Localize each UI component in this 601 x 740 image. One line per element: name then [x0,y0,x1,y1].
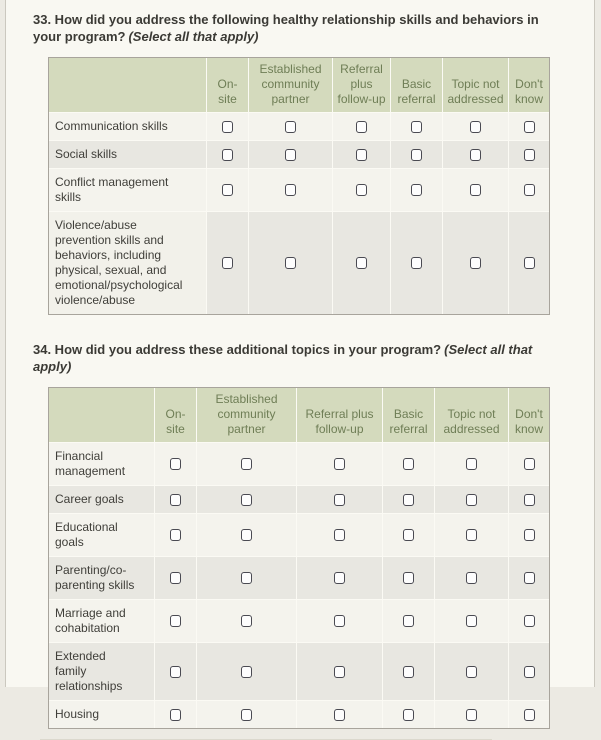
checkbox-cell [391,141,443,169]
checkbox-cell [383,486,435,514]
checkbox[interactable] [466,572,477,584]
checkbox-cell [509,643,549,701]
checkbox-cell [391,169,443,212]
checkbox-cell [509,486,549,514]
question-34-text: 34. How did you address these additional topics in your program? [33,342,442,357]
checkbox[interactable] [470,184,481,196]
checkbox[interactable] [524,615,535,627]
checkbox-cell [383,557,435,600]
row-label: Conflict management skills [49,169,207,212]
checkbox[interactable] [170,709,181,721]
checkbox-cell [207,113,249,141]
checkbox-cell [435,486,509,514]
checkbox-cell [443,169,509,212]
question-34-note: (Select all that apply) [33,342,533,374]
checkbox[interactable] [411,121,422,133]
checkbox-cell [443,212,509,314]
checkbox[interactable] [241,615,252,627]
checkbox-cell [249,212,333,314]
checkbox-cell [207,141,249,169]
checkbox-cell [443,141,509,169]
checkbox-cell [155,443,197,486]
column-header: Topic not addressed [443,58,509,113]
corner-cell [49,388,155,443]
checkbox[interactable] [403,709,414,721]
checkbox[interactable] [334,458,345,470]
table-row [49,169,549,212]
question-34-table [48,387,550,729]
checkbox[interactable] [170,666,181,678]
checkbox[interactable] [285,149,296,161]
checkbox[interactable] [334,572,345,584]
checkbox-cell [249,169,333,212]
checkbox[interactable] [241,572,252,584]
checkbox-cell [435,701,509,728]
checkbox[interactable] [334,494,345,506]
checkbox[interactable] [524,572,535,584]
checkbox-cell [509,557,549,600]
checkbox[interactable] [470,121,481,133]
table-row [49,600,549,643]
checkbox-cell [435,643,509,701]
checkbox[interactable] [285,184,296,196]
checkbox[interactable] [356,149,367,161]
checkbox-cell [155,643,197,701]
checkbox[interactable] [466,615,477,627]
checkbox-cell [155,486,197,514]
row-label: Extended family relationships [49,643,155,701]
row-label: Violence/abuse prevention skills and behaviors, including physical, sexual, and emotional/psychological violence/abuse [49,212,207,314]
row-label: Career goals [49,486,155,514]
checkbox-cell [509,113,549,141]
checkbox-cell [391,212,443,314]
checkbox[interactable] [222,184,233,196]
checkbox-cell [333,141,391,169]
checkbox[interactable] [170,529,181,541]
checkbox-cell [297,701,383,728]
checkbox[interactable] [403,529,414,541]
table-row [49,141,549,169]
row-label: Housing [49,701,155,728]
checkbox[interactable] [285,121,296,133]
checkbox[interactable] [411,149,422,161]
checkbox-cell [383,643,435,701]
checkbox-cell [509,701,549,728]
checkbox-cell [197,443,297,486]
checkbox-cell [155,600,197,643]
checkbox[interactable] [170,615,181,627]
checkbox[interactable] [241,494,252,506]
checkbox[interactable] [403,572,414,584]
table-row [49,113,549,141]
row-label: Educational goals [49,514,155,557]
checkbox-cell [197,486,297,514]
column-header-row [49,388,549,443]
checkbox[interactable] [334,666,345,678]
checkbox-cell [197,600,297,643]
checkbox[interactable] [470,257,481,269]
question-33-section [32,11,570,315]
row-label: Parenting/co-parenting skills [49,557,155,600]
column-header: Don't know [509,388,549,443]
table-row [49,443,549,486]
checkbox[interactable] [524,666,535,678]
checkbox[interactable] [403,494,414,506]
checkbox[interactable] [524,121,535,133]
table-row [49,557,549,600]
table-row [49,486,549,514]
checkbox[interactable] [524,709,535,721]
checkbox-cell [383,443,435,486]
checkbox-cell [155,701,197,728]
checkbox-cell [155,514,197,557]
row-label: Financial management [49,443,155,486]
checkbox[interactable] [524,184,535,196]
checkbox[interactable] [170,458,181,470]
checkbox-cell [509,600,549,643]
checkbox[interactable] [466,529,477,541]
checkbox-cell [297,443,383,486]
column-header-row [49,58,549,113]
checkbox-cell [297,643,383,701]
checkbox-cell [509,169,549,212]
column-header: Referral plus follow-up [333,58,391,113]
checkbox-cell [509,212,549,314]
column-header: Established community partner [249,58,333,113]
checkbox-cell [297,486,383,514]
column-header: Don't know [509,58,549,113]
checkbox[interactable] [334,529,345,541]
question-33-note: (Select all that apply) [128,29,259,44]
checkbox-cell [333,169,391,212]
checkbox[interactable] [356,121,367,133]
checkbox[interactable] [222,149,233,161]
checkbox-cell [435,514,509,557]
question-34-section [32,341,570,729]
checkbox-cell [383,701,435,728]
checkbox-cell [249,113,333,141]
table-row [49,701,549,728]
checkbox[interactable] [403,666,414,678]
checkbox[interactable] [356,184,367,196]
checkbox-cell [197,514,297,557]
checkbox[interactable] [466,458,477,470]
column-header: On-site [155,388,197,443]
checkbox[interactable] [524,494,535,506]
row-label: Social skills [49,141,207,169]
checkbox-cell [155,557,197,600]
checkbox-cell [197,701,297,728]
checkbox[interactable] [222,121,233,133]
checkbox[interactable] [170,494,181,506]
checkbox-cell [333,212,391,314]
checkbox[interactable] [466,666,477,678]
row-label: Communication skills [49,113,207,141]
table-row [49,643,549,701]
checkbox[interactable] [241,458,252,470]
checkbox-cell [297,557,383,600]
checkbox-cell [435,557,509,600]
checkbox[interactable] [222,257,233,269]
checkbox[interactable] [411,184,422,196]
checkbox-cell [207,169,249,212]
corner-cell [49,58,207,113]
table-row [49,514,549,557]
question-33-title [33,11,570,45]
checkbox[interactable] [524,257,535,269]
checkbox[interactable] [466,494,477,506]
checkbox-cell [509,443,549,486]
checkbox[interactable] [241,529,252,541]
checkbox-cell [197,557,297,600]
checkbox-cell [383,514,435,557]
checkbox[interactable] [470,149,481,161]
checkbox-cell [207,212,249,314]
checkbox[interactable] [403,615,414,627]
checkbox[interactable] [170,572,181,584]
column-header: Topic not addressed [435,388,509,443]
checkbox-cell [443,113,509,141]
checkbox[interactable] [466,709,477,721]
checkbox[interactable] [524,149,535,161]
checkbox[interactable] [403,458,414,470]
checkbox[interactable] [334,615,345,627]
survey-content [5,0,595,721]
table-row [49,212,549,314]
checkbox-cell [391,113,443,141]
row-label: Marriage and cohabitation [49,600,155,643]
checkbox[interactable] [524,458,535,470]
checkbox-cell [297,600,383,643]
checkbox-cell [383,600,435,643]
question-33-table [48,57,550,315]
checkbox-cell [197,643,297,701]
column-header: Referral plus follow-up [297,388,383,443]
checkbox-cell [435,600,509,643]
checkbox-cell [509,514,549,557]
checkbox[interactable] [524,529,535,541]
checkbox[interactable] [356,257,367,269]
checkbox[interactable] [241,709,252,721]
checkbox-cell [333,113,391,141]
checkbox[interactable] [411,257,422,269]
checkbox-cell [249,141,333,169]
checkbox-cell [435,443,509,486]
question-33-text: 33. How did you address the following healthy relationship skills and behaviors in your program? [33,12,539,44]
column-header: On-site [207,58,249,113]
checkbox[interactable] [334,709,345,721]
checkbox-cell [297,514,383,557]
question-34-title [33,341,570,375]
column-header: Established community partner [197,388,297,443]
checkbox[interactable] [241,666,252,678]
checkbox-cell [509,141,549,169]
column-header: Basic referral [383,388,435,443]
column-header: Basic referral [391,58,443,113]
checkbox[interactable] [285,257,296,269]
